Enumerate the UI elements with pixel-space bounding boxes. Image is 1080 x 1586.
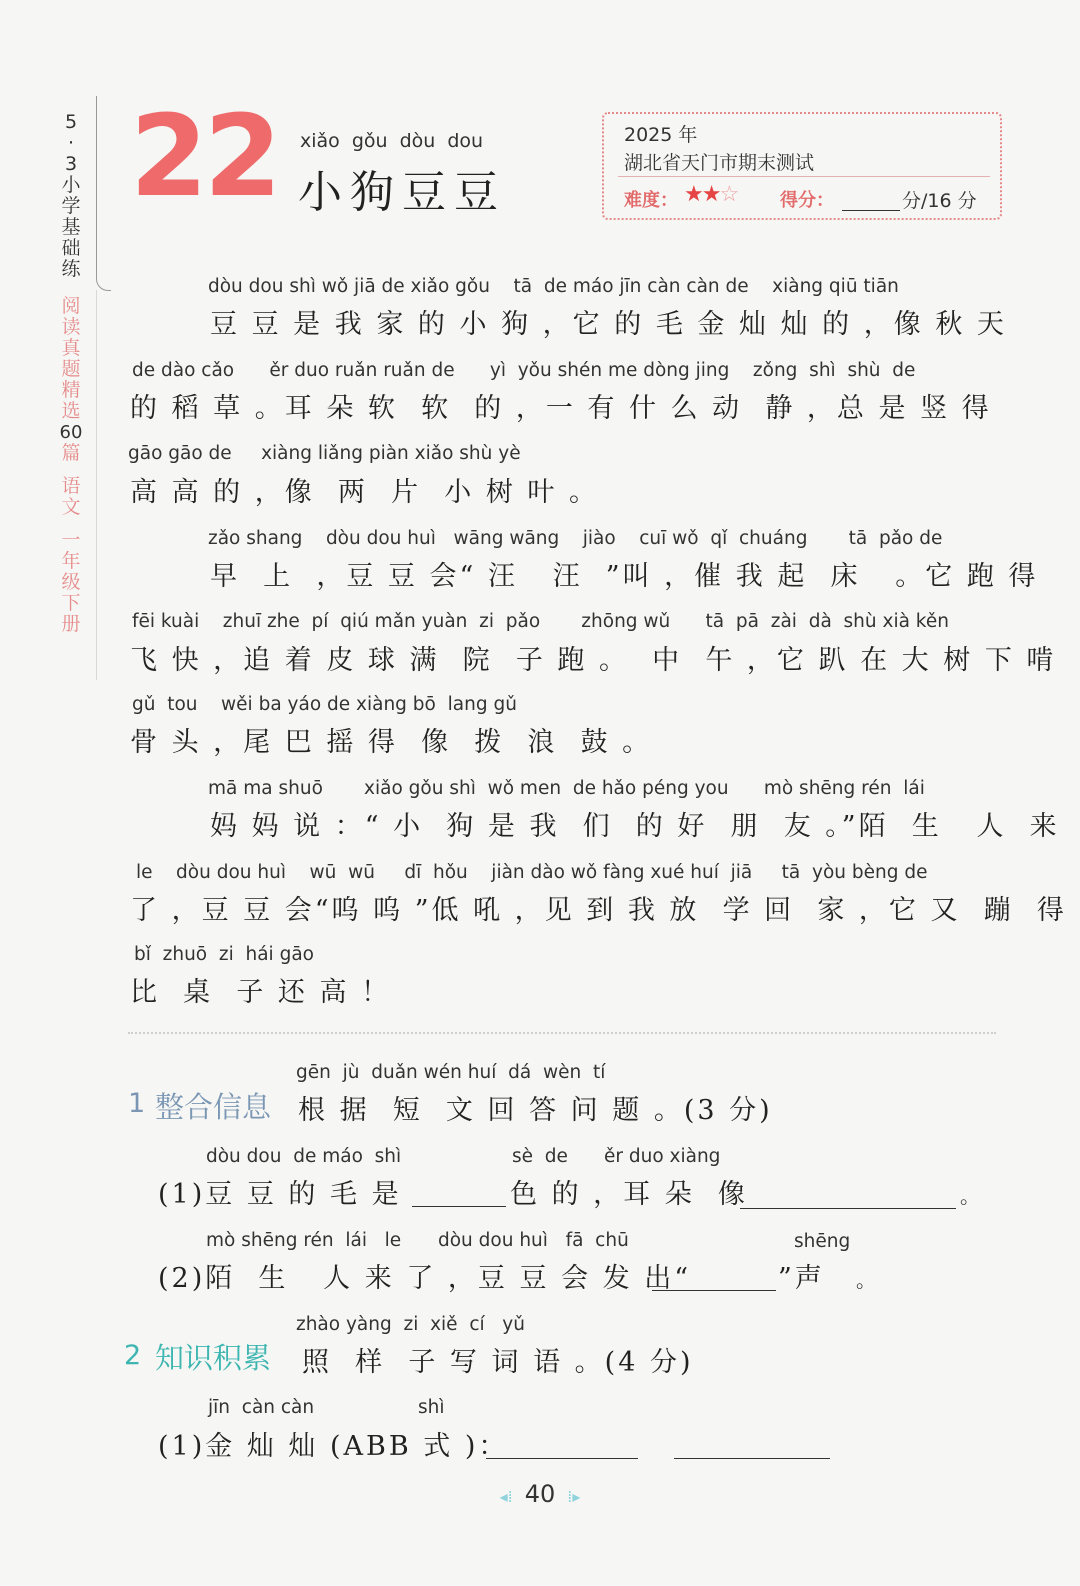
- q1-2-text: (2)陌 生 人 来 了 ，豆 豆 会 发 出“: [158, 1263, 692, 1294]
- exam-year: 2025 年: [624, 124, 698, 146]
- side-unit: 篇: [61, 442, 81, 464]
- page-footer: [0, 1480, 1080, 1508]
- q1-1-pinyin: ěr duo xiàng: [604, 1146, 721, 1167]
- side-label: [56, 112, 86, 635]
- side-divider: [96, 96, 97, 276]
- q1-1-text: (1)豆 豆 的 毛 是: [158, 1179, 402, 1210]
- side-subject: 语 文: [61, 475, 81, 518]
- q1-1-pinyin: sè de: [512, 1146, 568, 1167]
- lesson-title: 小狗豆豆: [298, 167, 506, 218]
- difficulty-stars: [684, 182, 737, 207]
- passage-line: 的 稻 草 。耳 朵 软 软 的 ，一 有 什 么 动 静 ，总 是 竖 得: [130, 393, 992, 424]
- q1-2-text: ”声: [778, 1263, 825, 1294]
- lesson-number: 22: [130, 92, 278, 222]
- passage-line: 妈 妈 说 ：“ 小 狗 是 我 们 的 好 朋 友 。”陌 生 人 来: [210, 811, 1060, 842]
- side-count: 60: [59, 422, 83, 443]
- q2-1-pinyin: jīn càn càn: [208, 1397, 315, 1418]
- score-input-line[interactable]: [842, 210, 900, 211]
- score-total: 分/16 分: [902, 190, 977, 212]
- q2-number: 2: [124, 1340, 142, 1371]
- exam-info-box: [602, 112, 1002, 220]
- q1-1-pinyin: dòu dou de máo shì: [206, 1146, 402, 1167]
- title-pinyin: xiǎo gǒu dòu dou: [300, 130, 484, 152]
- q1-text: 根 据 短 文 回 答 问 题 。(3 分): [298, 1095, 773, 1126]
- q1-2-pinyin: dòu dou huì fā chū: [438, 1230, 629, 1251]
- passage-line: 高 高 的 ，像 两 片 小 树 叶 。: [130, 477, 599, 508]
- q2-1-pinyin: shì: [418, 1397, 445, 1418]
- left-ornament-icon: ◂⁞: [499, 1487, 513, 1506]
- q2-category: 知识积累: [155, 1341, 272, 1375]
- star-outline-icon: ☆: [719, 182, 738, 207]
- side-divider-curve: [96, 270, 111, 291]
- passage-pinyin: bǐ zhuō zi hái gāo: [134, 944, 314, 965]
- page-number: 40: [524, 1480, 556, 1508]
- passage-pinyin: gāo gāo de xiàng liǎng piàn xiǎo shù yè: [128, 443, 521, 464]
- side-series: 5 · 3 小 学 基 础 练: [61, 111, 81, 280]
- answer-blank[interactable]: [652, 1290, 776, 1291]
- score-label: 得分：: [780, 190, 834, 211]
- passage-pinyin: gǔ tou wěi ba yáo de xiàng bō lang gǔ: [132, 694, 517, 715]
- q2-pinyin: zhào yàng zi xiě cí yǔ: [296, 1314, 525, 1335]
- side-subtitle: 阅 读 真 题 精 选: [61, 295, 81, 422]
- passage-pinyin: le dòu dou huì wū wū dī hǒu jiàn dào wǒ fàng xué huí jiā tā yòu bèng de: [136, 862, 928, 883]
- q1-1-end: 。: [960, 1184, 983, 1208]
- q1-2-end: 。: [856, 1268, 879, 1292]
- q2-1-text: (1)金 灿 灿 (ABB 式 )：: [158, 1431, 509, 1462]
- q1-category: 整合信息: [155, 1090, 272, 1124]
- q1-1-text: 色 的 ，耳 朵 像: [510, 1179, 748, 1210]
- section-divider: [128, 1032, 996, 1034]
- q1-2-pinyin: shēng: [794, 1231, 851, 1252]
- side-grade: 一 年 级 下 册: [61, 529, 81, 635]
- passage-line: 了 ，豆 豆 会“呜 呜 ”低 吼 ，见 到 我 放 学 回 家 ，它 又 蹦 得: [130, 895, 1067, 926]
- passage-line: 飞 快 ，追 着 皮 球 满 院 子 跑 。 中 午 ，它 趴 在 大 树 下 啃: [130, 645, 1057, 676]
- star-icon: ★: [701, 182, 720, 207]
- star-icon: ★: [684, 182, 702, 207]
- passage-pinyin: mā ma shuō xiǎo gǒu shì wǒ men de hǎo péng you mò shēng rén lái: [208, 778, 925, 799]
- q2-text: 照 样 子 写 词 语 。(4 分): [302, 1347, 694, 1378]
- passage-line: 骨 头 ，尾 巴 摇 得 像 拨 浪 鼓 。: [130, 727, 653, 758]
- passage-line: 早 上 ，豆 豆 会“ 汪 汪 ”叫 ，催 我 起 床 。它 跑 得: [210, 561, 1039, 592]
- q1-2-pinyin: mò shēng rén lái le: [206, 1230, 402, 1251]
- q1-pinyin: gēn jù duǎn wén huí dá wèn tí: [296, 1062, 606, 1083]
- passage-pinyin: zǎo shang dòu dou huì wāng wāng jiào cuī wǒ qǐ chuáng tā pǎo de: [208, 528, 943, 549]
- q1-number: 1: [128, 1088, 146, 1119]
- passage-line: 豆 豆 是 我 家 的 小 狗 ，它 的 毛 金 灿 灿 的 ，像 秋 天: [210, 309, 1007, 340]
- right-ornament-icon: ⁞▸: [567, 1487, 581, 1506]
- passage-pinyin: de dào cǎo ěr duo ruǎn ruǎn de yì yǒu shén me dòng jing zǒng shì shù de: [132, 360, 916, 381]
- passage-line: 比 桌 子 还 高 ！: [130, 977, 392, 1008]
- passage-pinyin: fēi kuài zhuī zhe pí qiú mǎn yuàn zi pǎo zhōng wǔ tā pā zài dà shù xià kěn: [132, 611, 949, 632]
- answer-blank[interactable]: [412, 1206, 506, 1207]
- difficulty-label: 难度：: [624, 190, 678, 211]
- info-separator: [618, 176, 990, 177]
- side-divider-lower: [96, 290, 97, 680]
- answer-blank[interactable]: [486, 1458, 638, 1459]
- passage-pinyin: dòu dou shì wǒ jiā de xiǎo gǒu tā de máo jīn càn càn de xiàng qiū tiān: [208, 276, 899, 297]
- exam-name: 湖北省天门市期末测试: [624, 152, 815, 174]
- answer-blank[interactable]: [740, 1208, 956, 1209]
- answer-blank[interactable]: [674, 1458, 830, 1459]
